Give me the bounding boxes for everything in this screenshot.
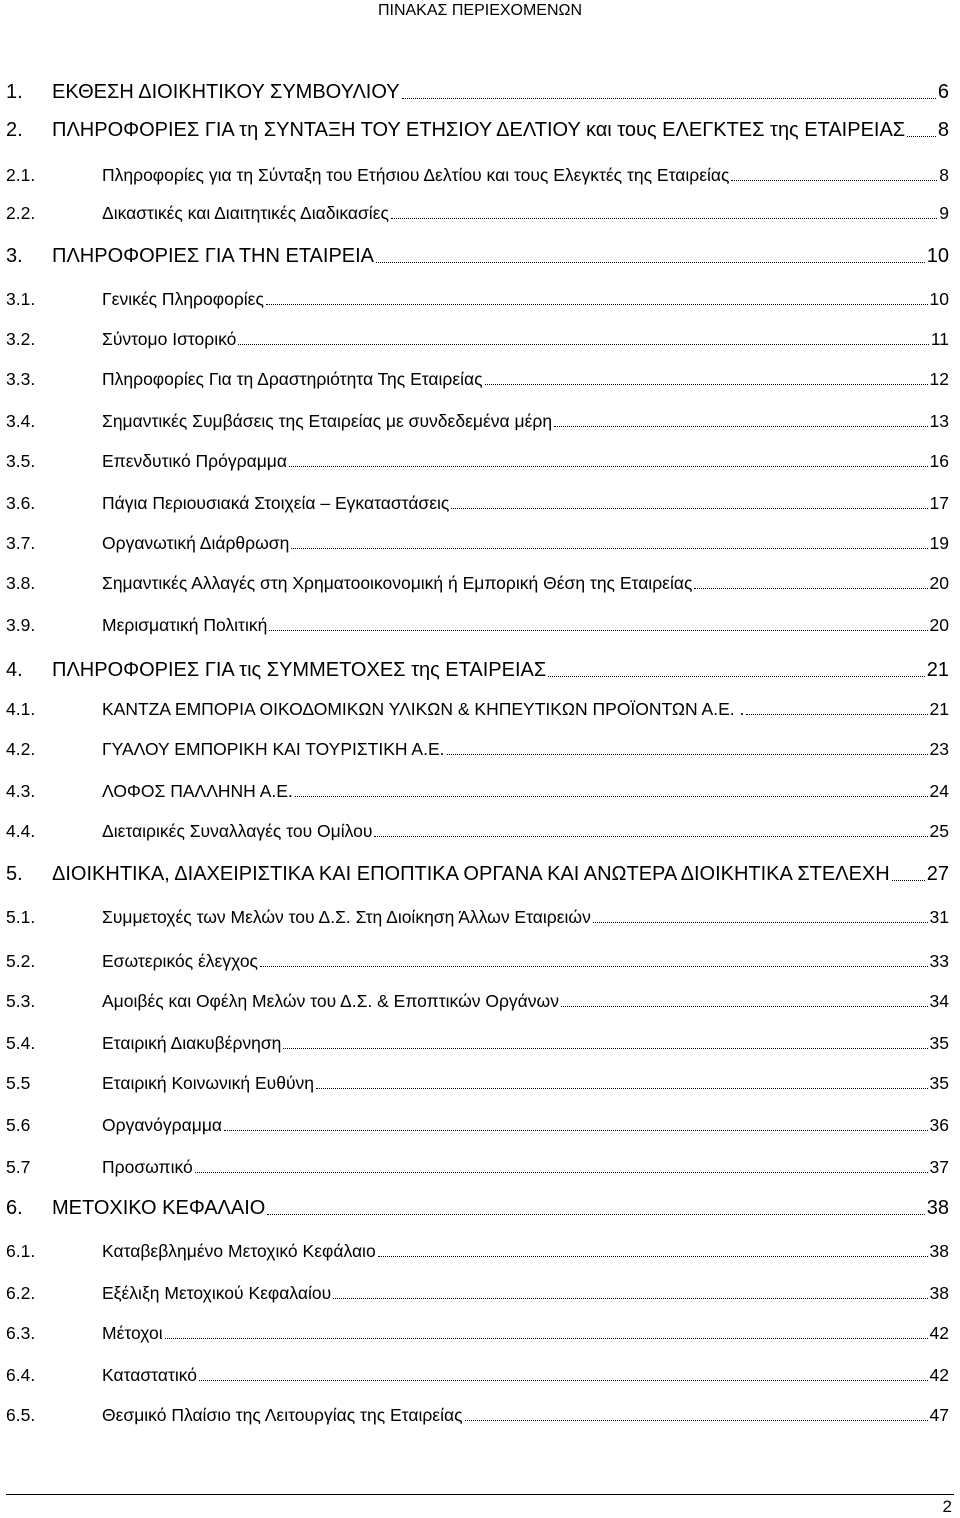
toc-dot-leader	[378, 1255, 928, 1257]
toc-entry-number: 6.	[6, 1197, 23, 1219]
toc-entry-page: 38	[926, 1197, 949, 1219]
toc-dot-leader	[485, 383, 928, 385]
toc-entry-number: 1.	[6, 81, 23, 103]
toc-entry[interactable]	[6, 1192, 949, 1220]
toc-dot-leader	[333, 1297, 927, 1299]
toc-entry-number: 6.3.	[6, 1323, 36, 1343]
toc-entry-page: 27	[926, 863, 949, 885]
toc-entry[interactable]	[6, 948, 949, 972]
toc-entry-title: ΕΚΘΕΣΗ ΔΙΟΙΚΗΤΙΚΟΥ ΣΥΜΒΟΥΛΙΟΥ	[52, 81, 400, 103]
toc-entry[interactable]	[6, 114, 949, 142]
toc-entry[interactable]	[6, 366, 949, 390]
toc-entry-title: Οργανωτική Διάρθρωση	[102, 533, 290, 553]
toc-entry-number: 2.	[6, 119, 23, 141]
toc-dot-leader	[447, 753, 928, 755]
toc-entry-number: 3.9.	[6, 615, 36, 635]
toc-entry-title: Εταιρική Διακυβέρνηση	[102, 1033, 282, 1053]
toc-entry-number: 4.2.	[6, 739, 36, 759]
toc-entry-number: 3.1.	[6, 289, 36, 309]
toc-entry[interactable]	[6, 1402, 949, 1426]
toc-entry-page: 13	[929, 411, 949, 431]
toc-entry-page: 21	[926, 659, 949, 681]
toc-entry-title: ΛΟΦΟΣ ΠΑΛΛΗΝΗ Α.Ε.	[102, 781, 293, 801]
toc-entry-title: Δικαστικές και Διαιτητικές Διαδικασίες	[102, 203, 389, 223]
toc-entry-page: 24	[929, 781, 949, 801]
toc-entry-page: 35	[929, 1073, 949, 1093]
toc-entry[interactable]	[6, 570, 949, 594]
toc-dot-leader	[267, 1213, 924, 1215]
toc-entry-page: 21	[929, 699, 949, 719]
footer-divider	[6, 1494, 954, 1495]
toc-dot-leader	[892, 879, 925, 881]
toc-entry-number: 3.4.	[6, 411, 36, 431]
toc-entry[interactable]	[6, 1320, 949, 1344]
toc-entry[interactable]	[6, 326, 949, 350]
toc-entry-title: Σύντομο Ιστορικό	[102, 329, 237, 349]
toc-entry[interactable]	[6, 858, 949, 886]
toc-dot-leader	[374, 835, 927, 837]
toc-dot-leader	[731, 179, 937, 181]
toc-entry[interactable]	[6, 1112, 949, 1136]
toc-entry[interactable]	[6, 904, 949, 928]
toc-entry-number: 5.2.	[6, 951, 36, 971]
toc-entry[interactable]	[6, 490, 949, 514]
toc-entry-page: 8	[939, 165, 949, 185]
toc-entry-page: 10	[929, 289, 949, 309]
toc-dot-leader	[561, 1005, 928, 1007]
toc-entry-title: Εσωτερικός έλεγχος	[102, 951, 258, 971]
toc-dot-leader	[266, 303, 928, 305]
toc-entry-page: 19	[929, 533, 949, 553]
toc-dot-leader	[295, 795, 928, 797]
toc-entry[interactable]	[6, 408, 949, 432]
toc-entry-title: Διεταιρικές Συναλλαγές του Ομίλου	[102, 821, 373, 841]
toc-dot-leader	[746, 713, 927, 715]
toc-entry-title: Εξέλιξη Μετοχικού Κεφαλαίου	[102, 1283, 332, 1303]
toc-entry[interactable]	[6, 286, 949, 310]
toc-entry-number: 3.5.	[6, 451, 36, 471]
toc-entry-title: Πληροφορίες Για τη Δραστηριότητα Της Εταιρείας	[102, 369, 483, 389]
toc-entry-number: 5.1.	[6, 907, 36, 927]
toc-dot-leader	[554, 425, 927, 427]
toc-dot-leader	[548, 675, 925, 677]
toc-title: ΠΙΝΑΚΑΣ ΠΕΡΙΕΧΟΜΕΝΩΝ	[377, 2, 583, 19]
toc-entry[interactable]	[6, 200, 949, 224]
toc-entry-title: ΜΕΤΟΧΙΚΟ ΚΕΦΑΛΑΙΟ	[52, 1197, 266, 1219]
toc-entry-number: 5.4.	[6, 1033, 36, 1053]
toc-entry-title: Πάγια Περιουσιακά Στοιχεία – Εγκαταστάσεις	[102, 493, 450, 513]
toc-entry[interactable]	[6, 736, 949, 760]
toc-entry-title: Μερισματική Πολιτική	[102, 615, 268, 635]
toc-entry[interactable]	[6, 76, 949, 104]
toc-entry[interactable]	[6, 1362, 949, 1386]
toc-dot-leader	[199, 1379, 928, 1381]
toc-entry-number: 6.2.	[6, 1283, 36, 1303]
toc-entry-page: 12	[929, 369, 949, 389]
toc-entry[interactable]	[6, 612, 949, 636]
toc-entry-page: 31	[929, 907, 949, 927]
toc-entry-page: 38	[929, 1241, 949, 1261]
toc-entry-number: 2.2.	[6, 203, 36, 223]
toc-entry-title: ΔΙΟΙΚΗΤΙΚΑ, ΔΙΑΧΕΙΡΙΣΤΙΚΑ ΚΑΙ ΕΠΟΠΤΙΚΑ ΟΡΓΑΝΑ ΚΑΙ ΑΝΩΤΕΡΑ ΔΙΟΙΚΗΤΙΚΑ ΣΤΕΛΕΧΗ	[52, 863, 890, 885]
toc-entry-page: 8	[937, 119, 949, 141]
toc-entry-page: 17	[929, 493, 949, 513]
toc-entry[interactable]	[6, 1238, 949, 1262]
toc-entry-page: 25	[929, 821, 949, 841]
toc-entry-number: 3.3.	[6, 369, 36, 389]
toc-dot-leader	[402, 97, 936, 99]
toc-entry-number: 3.	[6, 245, 23, 267]
toc-entry-page: 36	[929, 1115, 949, 1135]
toc-entry-page: 38	[929, 1283, 949, 1303]
toc-entry[interactable]	[6, 654, 949, 682]
toc-entry-title: Σημαντικές Αλλαγές στη Χρηματοοικονομική ή Εμπορική Θέση της Εταιρείας	[102, 573, 693, 593]
toc-entry-number: 5.6	[6, 1115, 31, 1135]
toc-dot-leader	[451, 507, 927, 509]
footer-page-number: 2	[942, 1497, 952, 1516]
toc-entry-page: 10	[926, 245, 949, 267]
toc-entry-number: 5.3.	[6, 991, 36, 1011]
toc-entry-page: 33	[929, 951, 949, 971]
toc-entry-title: ΠΛΗΡΟΦΟΡΙΕΣ ΓΙΑ ΤΗΝ ΕΤΑΙΡΕΙΑ	[52, 245, 375, 267]
toc-entry-title: Προσωπικό	[102, 1157, 193, 1177]
toc-entry-title: Οργανόγραμμα	[102, 1115, 223, 1135]
toc-entry-page: 42	[929, 1365, 949, 1385]
toc-entry-number: 5.7	[6, 1157, 31, 1177]
toc-entry-title: Μέτοχοι	[102, 1323, 163, 1343]
toc-entry-title: Καταστατικό	[102, 1365, 198, 1385]
toc-entry-page: 23	[929, 739, 949, 759]
toc-dot-leader	[465, 1419, 928, 1421]
toc-entry[interactable]	[6, 1154, 949, 1178]
toc-entry-page: 11	[930, 329, 949, 349]
toc-entry-page: 16	[929, 451, 949, 471]
toc-entry[interactable]	[6, 818, 949, 842]
toc-dot-leader	[195, 1171, 928, 1173]
toc-entry-number: 6.1.	[6, 1241, 36, 1261]
toc-entry-number: 3.7.	[6, 533, 36, 553]
toc-entry-number: 2.1.	[6, 165, 36, 185]
toc-entry[interactable]	[6, 240, 949, 268]
toc-entry[interactable]	[6, 1070, 949, 1094]
toc-dot-leader	[289, 465, 928, 467]
toc-entry-page: 20	[929, 615, 949, 635]
toc-entry-number: 3.2.	[6, 329, 36, 349]
toc-entry[interactable]	[6, 778, 949, 802]
toc-entry-page: 42	[929, 1323, 949, 1343]
toc-entry-number: 3.8.	[6, 573, 36, 593]
toc-dot-leader	[238, 343, 928, 345]
toc-entry-number: 4.3.	[6, 781, 36, 801]
toc-entry-page: 20	[929, 573, 949, 593]
toc-entry-title: Επενδυτικό Πρόγραμμα	[102, 451, 287, 471]
toc-dot-leader	[316, 1087, 927, 1089]
toc-entry-page: 35	[929, 1033, 949, 1053]
toc-entry[interactable]	[6, 1030, 949, 1054]
toc-entry[interactable]	[6, 162, 949, 186]
toc-dot-leader	[269, 629, 927, 631]
toc-dot-leader	[283, 1047, 927, 1049]
toc-entry[interactable]	[6, 696, 949, 720]
toc-entry-title: ΚΑΝΤΖΑ ΕΜΠΟΡΙΑ ΟΙΚΟΔΟΜΙΚΩΝ ΥΛΙΚΩΝ & ΚΗΠΕΥΤΙΚΩΝ ΠΡΟΪΟΝΤΩΝ Α.Ε. .	[102, 699, 745, 719]
toc-entry[interactable]	[6, 1280, 949, 1304]
toc-entry-number: 4.4.	[6, 821, 36, 841]
toc-entry-title: Αμοιβές και Οφέλη Μελών του Δ.Σ. & Εποπτικών Οργάνων	[102, 991, 559, 1011]
toc-dot-leader	[260, 965, 928, 967]
toc-dot-leader	[907, 135, 936, 137]
toc-entry-page: 34	[929, 991, 949, 1011]
toc-entry-number: 3.6.	[6, 493, 36, 513]
toc-entry-number: 5.5	[6, 1073, 31, 1093]
toc-dot-leader	[391, 217, 937, 219]
toc-entry[interactable]	[6, 448, 949, 472]
toc-entry-title: ΓΥΑΛΟΥ ΕΜΠΟΡΙΚΗ ΚΑΙ ΤΟΥΡΙΣΤΙΚΗ Α.Ε.	[102, 739, 445, 759]
toc-entry-title: Εταιρική Κοινωνική Ευθύνη	[102, 1073, 315, 1093]
toc-entry-title: Γενικές Πληροφορίες	[102, 289, 264, 309]
toc-entry[interactable]	[6, 530, 949, 554]
toc-entry-page: 47	[929, 1405, 949, 1425]
toc-dot-leader	[224, 1129, 928, 1131]
toc-entry-number: 4.1.	[6, 699, 36, 719]
toc-entry-title: Θεσμικό Πλαίσιο της Λειτουργίας της Εταιρείας	[102, 1405, 463, 1425]
toc-dot-leader	[376, 261, 925, 263]
toc-entry-number: 5.	[6, 863, 23, 885]
toc-entry-title: Πληροφορίες για τη Σύνταξη του Ετήσιου Δελτίου και τους Ελεγκτές της Εταιρείας	[102, 165, 730, 185]
toc-entry-number: 4.	[6, 659, 23, 681]
toc-entry-number: 6.5.	[6, 1405, 36, 1425]
toc-entry-title: Σημαντικές Συμβάσεις της Εταιρείας με συνδεδεμένα μέρη	[102, 411, 553, 431]
toc-entry-title: ΠΛΗΡΟΦΟΡΙΕΣ ΓΙΑ τις ΣΥΜΜΕΤΟΧΕΣ της ΕΤΑΙΡΕΙΑΣ	[52, 659, 547, 681]
toc-dot-leader	[694, 587, 927, 589]
toc-entry-number: 6.4.	[6, 1365, 36, 1385]
toc-entry-title: Καταβεβλημένο Μετοχικό Κεφάλαιο	[102, 1241, 376, 1261]
toc-dot-leader	[165, 1337, 928, 1339]
toc-entry-title: Συμμετοχές των Μελών του Δ.Σ. Στη Διοίκηση Άλλων Εταιρειών	[102, 907, 591, 927]
toc-entry-page: 9	[939, 203, 949, 223]
toc-dot-leader	[593, 921, 928, 923]
toc-dot-leader	[291, 547, 927, 549]
toc-entry[interactable]	[6, 988, 949, 1012]
toc-entry-title: ΠΛΗΡΟΦΟΡΙΕΣ ΓΙΑ τη ΣΥΝΤΑΞΗ ΤΟΥ ΕΤΗΣΙΟΥ ΔΕΛΤΙΟΥ και τους ΕΛΕΓΚΤΕΣ της ΕΤΑΙΡΕΙΑΣ	[52, 119, 906, 141]
toc-entry-page: 37	[929, 1157, 949, 1177]
toc-entry-page: 6	[937, 81, 949, 103]
